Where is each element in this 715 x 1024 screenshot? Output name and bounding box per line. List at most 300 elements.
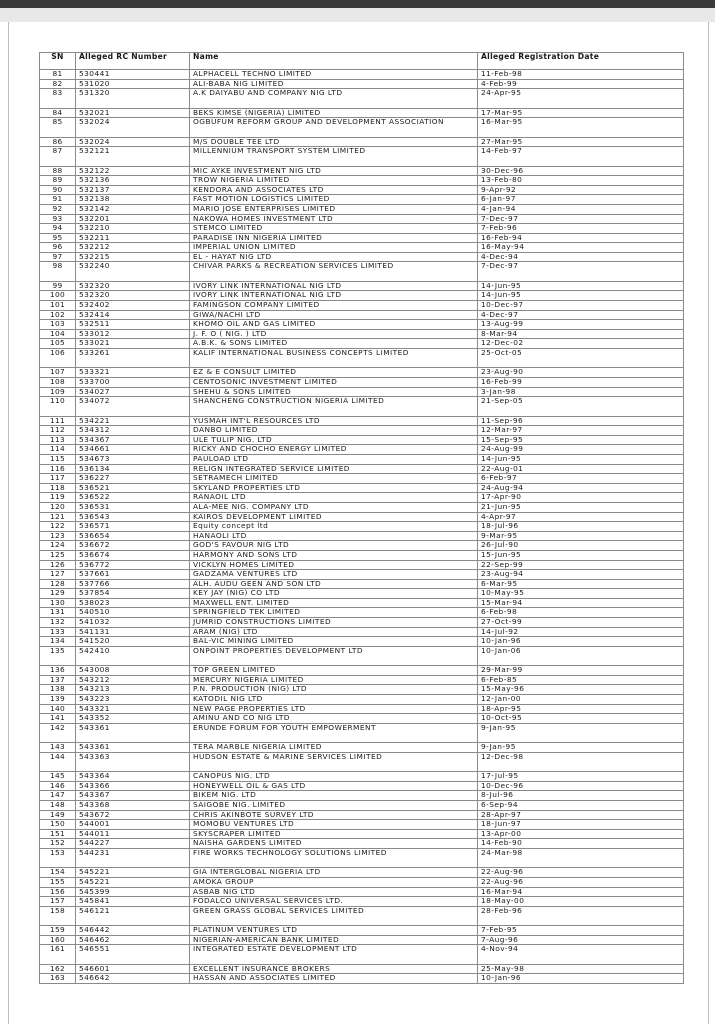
row-sn: 129 (40, 589, 76, 599)
table-row (40, 512, 684, 522)
row-rc-number: 542410 (76, 646, 190, 665)
row-registration-date: 30-Dec-96 (478, 166, 684, 176)
row-rc-number: 536531 (76, 502, 190, 512)
table-row (40, 704, 684, 714)
row-name: FAMINGSON COMPANY LIMITED (190, 301, 478, 311)
row-registration-date: 14-Jun-95 (478, 281, 684, 291)
row-sn: 82 (40, 79, 76, 89)
table-row (40, 224, 684, 234)
row-rc-number: 533700 (76, 378, 190, 388)
row-sn: 119 (40, 493, 76, 503)
header-rc-number: Alleged RC Number (76, 53, 190, 70)
row-registration-date: 4-Feb-99 (478, 79, 684, 89)
document-page (8, 22, 709, 1024)
row-sn: 91 (40, 195, 76, 205)
row-sn: 110 (40, 397, 76, 416)
table-row (40, 906, 684, 925)
row-name: MARIO JOSE ENTERPRISES LIMITED (190, 204, 478, 214)
row-registration-date: 15-Jun-95 (478, 550, 684, 560)
row-rc-number: 533021 (76, 339, 190, 349)
row-sn: 81 (40, 70, 76, 80)
row-rc-number: 536654 (76, 531, 190, 541)
row-registration-date: 27-Oct-99 (478, 618, 684, 628)
row-registration-date: 4-Apr-97 (478, 512, 684, 522)
row-registration-date: 29-Mar-99 (478, 666, 684, 676)
row-registration-date: 16-Mar-95 (478, 118, 684, 137)
row-sn: 131 (40, 608, 76, 618)
table-row (40, 387, 684, 397)
row-registration-date: 22-Sep-99 (478, 560, 684, 570)
row-registration-date: 11-Feb-98 (478, 70, 684, 80)
row-registration-date: 18-May-00 (478, 897, 684, 907)
table-row (40, 723, 684, 742)
row-rc-number: 537661 (76, 570, 190, 580)
row-registration-date: 13-Feb-80 (478, 176, 684, 186)
row-sn: 101 (40, 301, 76, 311)
row-name: TOP GREEN LIMITED (190, 666, 478, 676)
row-name: ONPOINT PROPERTIES DEVELOPMENT LTD (190, 646, 478, 665)
table-row (40, 147, 684, 166)
row-name: GOD'S FAVOUR NIG LTD (190, 541, 478, 551)
row-name: IVORY LINK INTERNATIONAL NIG LTD (190, 281, 478, 291)
row-sn: 122 (40, 522, 76, 532)
row-rc-number: 537766 (76, 579, 190, 589)
row-rc-number: 532320 (76, 281, 190, 291)
row-name: IVORY LINK INTERNATIONAL NIG LTD (190, 291, 478, 301)
row-sn: 99 (40, 281, 76, 291)
row-sn: 135 (40, 646, 76, 665)
table-row (40, 464, 684, 474)
table-row (40, 935, 684, 945)
row-sn: 121 (40, 512, 76, 522)
row-registration-date: 21-Jun-95 (478, 502, 684, 512)
row-rc-number: 543223 (76, 695, 190, 705)
row-rc-number: 543008 (76, 666, 190, 676)
row-name: CHIVAR PARKS & RECREATION SERVICES LIMITED (190, 262, 478, 281)
row-rc-number: 541520 (76, 637, 190, 647)
row-rc-number: 534367 (76, 435, 190, 445)
row-sn: 109 (40, 387, 76, 397)
row-rc-number: 532212 (76, 243, 190, 253)
row-sn: 141 (40, 714, 76, 724)
table-row (40, 176, 684, 186)
row-sn: 133 (40, 627, 76, 637)
row-rc-number: 545221 (76, 877, 190, 887)
table-row (40, 646, 684, 665)
row-registration-date: 7-Dec-97 (478, 262, 684, 281)
row-rc-number: 532414 (76, 310, 190, 320)
row-sn: 108 (40, 378, 76, 388)
row-sn: 147 (40, 791, 76, 801)
table-row (40, 637, 684, 647)
row-sn: 152 (40, 839, 76, 849)
row-registration-date: 18-Jun-97 (478, 820, 684, 830)
row-registration-date: 15-Sep-95 (478, 435, 684, 445)
row-name: ARAM (NIG) LTD (190, 627, 478, 637)
row-registration-date: 17-Jul-95 (478, 772, 684, 782)
row-registration-date: 4-Nov-94 (478, 945, 684, 964)
row-name: MOMOBU VENTURES LTD (190, 820, 478, 830)
row-registration-date: 18-Apr-95 (478, 704, 684, 714)
table-row (40, 810, 684, 820)
row-name: RICKY AND CHOCHO ENERGY LIMITED (190, 445, 478, 455)
row-sn: 128 (40, 579, 76, 589)
table-row (40, 800, 684, 810)
row-sn: 134 (40, 637, 76, 647)
row-rc-number: 543363 (76, 752, 190, 771)
row-registration-date: 9-Mar-95 (478, 531, 684, 541)
row-rc-number: 536227 (76, 474, 190, 484)
row-registration-date: 11-Sep-96 (478, 416, 684, 426)
row-sn: 120 (40, 502, 76, 512)
row-name: SAIGOBE NIG. LIMITED (190, 800, 478, 810)
table-row (40, 926, 684, 936)
row-registration-date: 7-Feb-95 (478, 926, 684, 936)
row-sn: 106 (40, 349, 76, 368)
row-rc-number: 545399 (76, 887, 190, 897)
row-registration-date: 6-Sep-94 (478, 800, 684, 810)
table-row (40, 70, 684, 80)
table-row (40, 483, 684, 493)
row-rc-number: 545841 (76, 897, 190, 907)
row-registration-date: 6-Feb-97 (478, 474, 684, 484)
row-name: MAXWELL ENT. LIMITED (190, 598, 478, 608)
row-registration-date: 12-Jan-00 (478, 695, 684, 705)
top-bar (0, 0, 715, 22)
table-row (40, 522, 684, 532)
row-name: ALH. AUDU GEEN AND SON LTD (190, 579, 478, 589)
row-name: EZ & E CONSULT LIMITED (190, 368, 478, 378)
row-registration-date: 10-Oct-95 (478, 714, 684, 724)
row-rc-number: 532402 (76, 301, 190, 311)
row-sn: 90 (40, 185, 76, 195)
table-row (40, 349, 684, 368)
row-rc-number: 543367 (76, 791, 190, 801)
row-registration-date: 7-Dec-97 (478, 214, 684, 224)
row-rc-number: 532024 (76, 118, 190, 137)
row-sn: 132 (40, 618, 76, 628)
table-row (40, 541, 684, 551)
table-row (40, 579, 684, 589)
row-rc-number: 536543 (76, 512, 190, 522)
table-row (40, 964, 684, 974)
row-name: VICKLYN HOMES LIMITED (190, 560, 478, 570)
row-rc-number: 532137 (76, 185, 190, 195)
row-name: SHEHU & SONS LIMITED (190, 387, 478, 397)
row-rc-number: 540510 (76, 608, 190, 618)
table-row (40, 474, 684, 484)
row-sn: 105 (40, 339, 76, 349)
row-registration-date: 28-Feb-96 (478, 906, 684, 925)
row-sn: 151 (40, 829, 76, 839)
row-registration-date: 7-Feb-96 (478, 224, 684, 234)
row-registration-date: 10-Jan-06 (478, 646, 684, 665)
registration-table (39, 52, 684, 984)
row-sn: 125 (40, 550, 76, 560)
table-row (40, 791, 684, 801)
row-sn: 118 (40, 483, 76, 493)
row-sn: 143 (40, 743, 76, 753)
row-registration-date: 21-Sep-05 (478, 397, 684, 416)
table-row (40, 291, 684, 301)
row-registration-date: 24-Aug-94 (478, 483, 684, 493)
table-row (40, 454, 684, 464)
row-registration-date: 17-Apr-90 (478, 493, 684, 503)
row-registration-date: 23-Aug-94 (478, 570, 684, 580)
row-registration-date: 22-Aug-96 (478, 877, 684, 887)
row-rc-number: 532138 (76, 195, 190, 205)
row-registration-date: 24-Aug-99 (478, 445, 684, 455)
row-rc-number: 545221 (76, 868, 190, 878)
row-sn: 123 (40, 531, 76, 541)
row-sn: 148 (40, 800, 76, 810)
row-sn: 145 (40, 772, 76, 782)
row-sn: 156 (40, 887, 76, 897)
row-registration-date: 16-Feb-99 (478, 378, 684, 388)
row-sn: 85 (40, 118, 76, 137)
row-registration-date: 10-Dec-96 (478, 781, 684, 791)
row-rc-number: 543213 (76, 685, 190, 695)
row-rc-number: 544231 (76, 848, 190, 867)
table-row (40, 416, 684, 426)
row-rc-number: 532121 (76, 147, 190, 166)
row-rc-number: 536674 (76, 550, 190, 560)
row-name: ASBAB NIG LTD (190, 887, 478, 897)
row-sn: 97 (40, 252, 76, 262)
row-name: KEY JAY (NIG) CO LTD (190, 589, 478, 599)
header-name: Name (190, 53, 478, 70)
table-row (40, 945, 684, 964)
table-row (40, 839, 684, 849)
row-registration-date: 8-Jul-96 (478, 791, 684, 801)
row-name: TERA MARBLE NIGERIA LIMITED (190, 743, 478, 753)
table-row (40, 166, 684, 176)
row-name: GIA INTERGLOBAL NIGERIA LTD (190, 868, 478, 878)
row-registration-date: 14-Jun-95 (478, 454, 684, 464)
row-rc-number: 543366 (76, 781, 190, 791)
row-name: GADZAMA VENTURES LTD (190, 570, 478, 580)
row-name: HARMONY AND SONS LTD (190, 550, 478, 560)
row-name: STEMCO LIMITED (190, 224, 478, 234)
row-registration-date: 8-Mar-94 (478, 329, 684, 339)
row-rc-number: 532021 (76, 108, 190, 118)
row-rc-number: 536571 (76, 522, 190, 532)
row-name: ERUNDE FORUM FOR YOUTH EMPOWERMENT (190, 723, 478, 742)
table-row (40, 781, 684, 791)
row-rc-number: 544227 (76, 839, 190, 849)
row-name: FIRE WORKS TECHNOLOGY SOLUTIONS LIMITED (190, 848, 478, 867)
row-sn: 111 (40, 416, 76, 426)
table-row (40, 397, 684, 416)
row-sn: 117 (40, 474, 76, 484)
row-name: INTEGRATED ESTATE DEVELOPMENT LTD (190, 945, 478, 964)
row-name: NIGERIAN-AMERICAN BANK LIMITED (190, 935, 478, 945)
row-registration-date: 13-Apr-00 (478, 829, 684, 839)
row-sn: 96 (40, 243, 76, 253)
row-sn: 116 (40, 464, 76, 474)
table-row (40, 502, 684, 512)
row-rc-number: 531320 (76, 89, 190, 108)
table-row (40, 89, 684, 108)
row-registration-date: 6-Mar-95 (478, 579, 684, 589)
row-sn: 95 (40, 233, 76, 243)
row-registration-date: 3-Jan-98 (478, 387, 684, 397)
row-name: PLATINUM VENTURES LTD (190, 926, 478, 936)
row-sn: 87 (40, 147, 76, 166)
table-row (40, 310, 684, 320)
row-sn: 84 (40, 108, 76, 118)
row-rc-number: 534072 (76, 397, 190, 416)
row-sn: 127 (40, 570, 76, 580)
table-row (40, 974, 684, 984)
row-registration-date: 16-Mar-94 (478, 887, 684, 897)
row-sn: 98 (40, 262, 76, 281)
row-name: KHOMO OIL AND GAS LIMITED (190, 320, 478, 330)
row-sn: 160 (40, 935, 76, 945)
row-sn: 155 (40, 877, 76, 887)
row-rc-number: 546121 (76, 906, 190, 925)
table-row (40, 897, 684, 907)
row-name: CENTOSONIC INVESTMENT LIMITED (190, 378, 478, 388)
table-row (40, 368, 684, 378)
row-name: SPRINGFIELD TEK LIMITED (190, 608, 478, 618)
row-registration-date: 9-Apr-92 (478, 185, 684, 195)
row-name: ULE TULIP NIG. LTD (190, 435, 478, 445)
row-sn: 94 (40, 224, 76, 234)
table-row (40, 531, 684, 541)
row-name: A.B.K. & SONS LIMITED (190, 339, 478, 349)
row-name: MERCURY NIGERIA LIMITED (190, 675, 478, 685)
table-row (40, 589, 684, 599)
row-registration-date: 12-Mar-97 (478, 426, 684, 436)
row-sn: 162 (40, 964, 76, 974)
row-name: FAST MOTION LOGISTICS LIMITED (190, 195, 478, 205)
row-registration-date: 4-Dec-97 (478, 310, 684, 320)
table-row (40, 877, 684, 887)
row-rc-number: 532122 (76, 166, 190, 176)
row-registration-date: 28-Apr-97 (478, 810, 684, 820)
row-name: KATODIL NIG LTD (190, 695, 478, 705)
table-row (40, 252, 684, 262)
row-rc-number: 531020 (76, 79, 190, 89)
row-rc-number: 532320 (76, 291, 190, 301)
row-name: MILLENNIUM TRANSPORT SYSTEM LIMITED (190, 147, 478, 166)
row-sn: 126 (40, 560, 76, 570)
table-row (40, 262, 684, 281)
table-row (40, 598, 684, 608)
table-row (40, 185, 684, 195)
row-rc-number: 544001 (76, 820, 190, 830)
table-row (40, 108, 684, 118)
row-sn: 163 (40, 974, 76, 984)
row-sn: 103 (40, 320, 76, 330)
row-sn: 146 (40, 781, 76, 791)
row-registration-date: 9-Jan-95 (478, 723, 684, 742)
table-row (40, 329, 684, 339)
row-name: PAULOAD LTD (190, 454, 478, 464)
row-name: KENDORA AND ASSOCIATES LTD (190, 185, 478, 195)
row-rc-number: 546601 (76, 964, 190, 974)
row-registration-date: 27-Mar-95 (478, 137, 684, 147)
row-registration-date: 14-Jun-95 (478, 291, 684, 301)
row-name: BEKS KIMSE (NIGERIA) LIMITED (190, 108, 478, 118)
table-row (40, 887, 684, 897)
row-registration-date: 7-Aug-96 (478, 935, 684, 945)
row-sn: 92 (40, 204, 76, 214)
row-rc-number: 544011 (76, 829, 190, 839)
row-registration-date: 10-Jan-96 (478, 974, 684, 984)
table-row (40, 618, 684, 628)
row-name: HUDSON ESTATE & MARINE SERVICES LIMITED (190, 752, 478, 771)
row-rc-number: 537854 (76, 589, 190, 599)
table-row (40, 378, 684, 388)
row-rc-number: 532201 (76, 214, 190, 224)
row-sn: 157 (40, 897, 76, 907)
row-name: NAISHA GARDENS LIMITED (190, 839, 478, 849)
row-registration-date: 22-Aug-01 (478, 464, 684, 474)
table-row (40, 320, 684, 330)
row-name: HANAOLI LTD (190, 531, 478, 541)
table-row (40, 214, 684, 224)
row-registration-date: 15-Mar-94 (478, 598, 684, 608)
row-rc-number: 541131 (76, 627, 190, 637)
row-name: JUMRID CONSTRUCTIONS LIMITED (190, 618, 478, 628)
row-rc-number: 534221 (76, 416, 190, 426)
row-sn: 107 (40, 368, 76, 378)
row-registration-date: 25-May-98 (478, 964, 684, 974)
row-registration-date: 14-Feb-90 (478, 839, 684, 849)
row-registration-date: 6-Jan-97 (478, 195, 684, 205)
row-name: SETRAMECH LIMITED (190, 474, 478, 484)
row-rc-number: 534312 (76, 426, 190, 436)
table-row (40, 204, 684, 214)
row-registration-date: 26-Jul-90 (478, 541, 684, 551)
row-rc-number: 532210 (76, 224, 190, 234)
row-sn: 100 (40, 291, 76, 301)
row-rc-number: 536134 (76, 464, 190, 474)
row-sn: 158 (40, 906, 76, 925)
row-registration-date: 24-Apr-95 (478, 89, 684, 108)
row-name: PARADISE INN NIGERIA LIMITED (190, 233, 478, 243)
row-registration-date: 10-May-95 (478, 589, 684, 599)
table-row (40, 752, 684, 771)
row-name: EL - HAYAT NIG LTD (190, 252, 478, 262)
row-rc-number: 534661 (76, 445, 190, 455)
row-sn: 136 (40, 666, 76, 676)
row-sn: 83 (40, 89, 76, 108)
table-row (40, 829, 684, 839)
row-name: M/S DOUBLE TEE LTD (190, 137, 478, 147)
row-rc-number: 532136 (76, 176, 190, 186)
row-rc-number: 546442 (76, 926, 190, 936)
table-row (40, 301, 684, 311)
row-rc-number: 543352 (76, 714, 190, 724)
row-name: ALPHACELL TECHNO LIMITED (190, 70, 478, 80)
row-sn: 139 (40, 695, 76, 705)
row-name: YUSMAH INT'L RESOURCES LTD (190, 416, 478, 426)
row-sn: 144 (40, 752, 76, 771)
table-row (40, 714, 684, 724)
row-name: ALI-BABA NIG LIMITED (190, 79, 478, 89)
row-registration-date: 17-Mar-95 (478, 108, 684, 118)
row-rc-number: 536672 (76, 541, 190, 551)
row-rc-number: 532511 (76, 320, 190, 330)
row-rc-number: 532240 (76, 262, 190, 281)
row-sn: 138 (40, 685, 76, 695)
row-name: CHRIS AKINBOTE SURVEY LTD (190, 810, 478, 820)
row-name: KAIROS DEVELOPMENT LIMITED (190, 512, 478, 522)
row-name: OGBUFUM REFORM GROUP AND DEVELOPMENT ASSOCIATION (190, 118, 478, 137)
